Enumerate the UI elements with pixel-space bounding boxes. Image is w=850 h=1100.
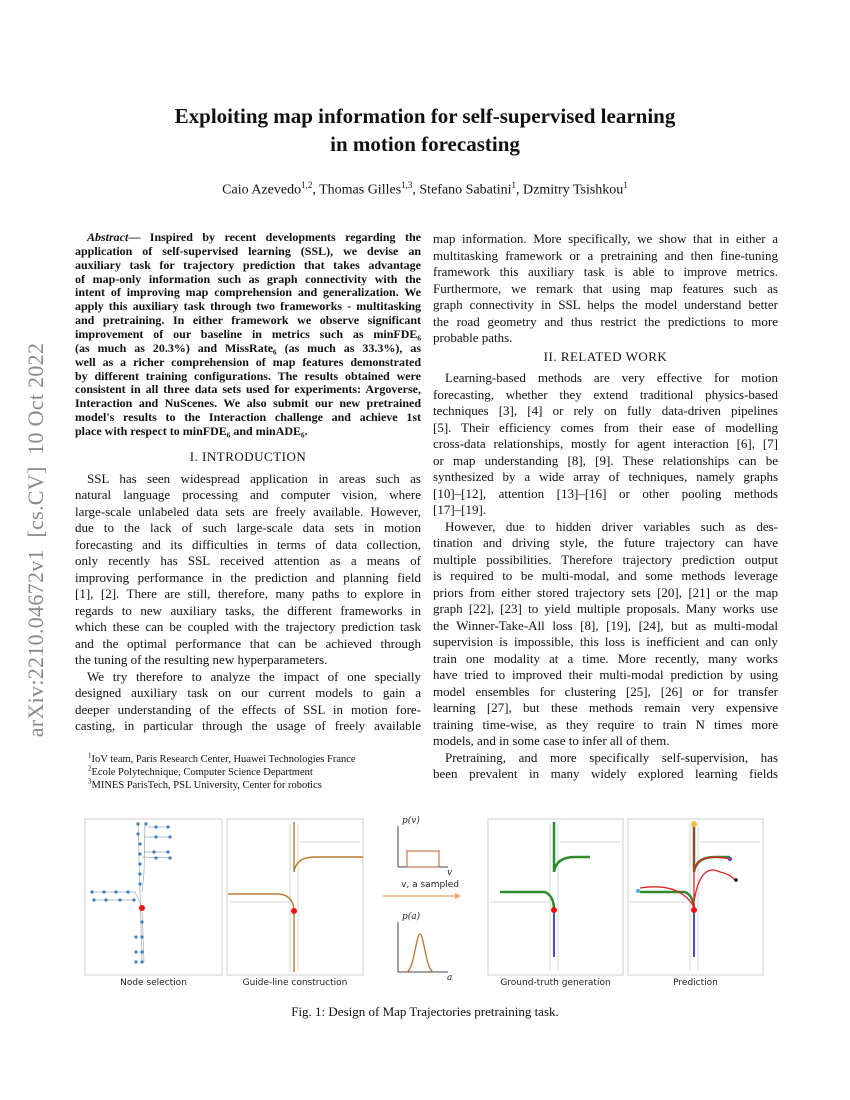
footnote-text: Ecole Polytechnique, Computer Science Department [91,767,313,778]
paper-title-line1: Exploiting map information for self-supervised learning [174,104,676,128]
panel-node-selection [85,819,222,975]
text-line: [1], [2]. There are still, therefore, many paths to explore in [75,586,421,602]
author-name: Dzmitry Tsishkou [523,182,624,198]
text-line: improving performance in the prediction and planning field [75,569,421,585]
text-line: probable paths. [433,330,513,345]
abstract-line: consistent in all three data sets used for experiments: Argoverse, [75,382,421,397]
text-line: learning [27], but these methods remain very expensive [433,700,778,715]
paper-title-line2: in motion forecasting [330,132,520,156]
footnote [88,777,322,792]
panel-label: Node selection [120,978,187,988]
abstract-line: apply this auxiliary task through two frameworks - multitasking [75,299,421,314]
author-name: Caio Azevedo [222,182,302,198]
author-name: Stefano Sabatini [419,182,512,198]
text-line: natural language processing and computer vision, where [75,487,421,503]
panel-label: Prediction [673,978,718,988]
footnote-number: 1 [88,751,92,760]
pv-label: p(v) [402,816,420,826]
author-affiliation: 1,3 [401,180,413,190]
abstract-line: Interaction and NuScenes. We also submit our new pretrained [75,396,421,411]
text-line: tination and driving style, the future trajectory can have [433,535,778,550]
footnote-text: IoV team, Paris Research Center, Huawei Technologies France [91,754,356,765]
text-line: which these can be coupled with the trajectory prediction task [75,619,421,635]
panel-guide-line [227,819,363,975]
abstract-line: auxiliary task for trajectory prediction that takes advantage [75,257,421,272]
figure-1 [80,812,770,988]
text-line: We try therefore to analyze the impact of one specially [87,668,421,684]
abstract-line: Abstract— Inspired by recent developments regarding the [87,230,421,244]
author-affiliation: 1 [623,180,628,190]
text-line: multiple possibilities. Therefore trajectory prediction output [433,551,778,567]
abstract-line: place with respect to minFDE₆ and minADE₆. [75,424,308,439]
v-axis-label: v [447,868,453,878]
abstract-line: intent of improving map comprehension and generalization. We [75,285,421,300]
text-line: priors from either stored trajectory sets [20], [21] or the map [433,584,778,600]
text-line: techniques [3], [4] or rely on fully data-driven pipelines [433,403,778,418]
abstract-line: of map-only information such as graph connectivity with the [75,271,421,286]
section-heading: I. INTRODUCTION [189,449,307,465]
author-list: Caio Azevedo$^{1,2}$, Thomas Gilles$^{1,3}$, Stefano Sabatini$^1$, Dzmitry Tsishkou$^1$ [222,180,628,198]
abstract-line: application of self-supervised learning (SSL), we devise an [75,243,421,258]
text-line: multitasking framework or a pretraining and then fine-tuning [433,247,778,263]
text-line: and the optimal performance that can be achieved through [75,635,421,651]
section-heading: II. RELATED WORK [543,348,668,364]
text-line: forecasting and its difficulties in terms of data collection, [75,536,421,552]
text-line: map information. More specifically, we show that in either a [433,231,778,246]
text-line: deeper understanding of the effects of SSL in motion fore- [75,701,421,717]
text-line: However, due to hidden driver variables such as des- [445,518,778,534]
author-affiliation: 1 [511,180,517,190]
text-line: [17]–[19]. [433,502,487,517]
text-line: been prevalent in many widely explored learning fields [433,766,778,781]
text-line: the road geometry and thus restrict the predictions to more [433,313,778,329]
text-line: the tuning of the resulting new hyperparameters. [75,652,328,668]
text-line: supervision is impossible, this loss is inefficient and can only [433,634,778,649]
text-line: or map understanding [8], [9]. These relationships can be [433,452,778,468]
text-line: synthesized by a wide array of techniques, namely graphs [433,469,778,484]
author-affiliation: 1,2 [301,180,313,190]
text-line: Learning-based methods are very effective for motion [445,370,778,385]
panel-label: Guide-line construction [242,978,348,988]
text-line: graph connectivity in SSL helps the model understand better [433,297,778,312]
text-line: [5]. Their efficiency comes from their ease of modelling [433,419,778,435]
footnote-number: 3 [88,777,92,786]
text-line: model ensembles for clustering [25], [26] or for transfer [433,683,778,699]
text-line: is required to be multi-modal, and some methods leverage [433,568,778,583]
text-line: train one modality at a time. More recently, many works [433,650,778,666]
abstract-line: and pretraining. In either framework we observe significant [75,313,421,328]
panel-label: Ground-truth generation [500,978,611,988]
a-axis-label: a [447,973,453,983]
text-line: Pretraining, and more specifically self-supervision, has [445,749,778,765]
acceleration-distribution [398,922,448,972]
text-line: SSL has seen widespread application in areas such as [87,470,421,486]
text-line: forecasting, whether they extend traditional physics-based [433,386,778,402]
abstract-label: Abstract [87,230,129,244]
panel-ground-truth [488,819,623,975]
text-line: graph [22], [23] to yield multiple proposals. Many works use [433,601,778,616]
abstract-line: by different training configurations. The results obtained were [75,368,421,383]
abstract-line: well as a richer comprehension of map features demonstrated [75,354,421,369]
text-line: Furthermore, we remark that using map features such as [433,280,778,296]
footnote-number: 2 [88,764,92,773]
text-line: designed auxiliary task on our current models to gain a [75,685,421,701]
footnote-text: MINES ParisTech, PSL University, Center for robotics [91,780,322,791]
text-line: only recently has SSL received attention as a means of [75,553,421,569]
pa-label: p(a) [402,912,421,922]
text-line: have tried to improved their multi-modal prediction by using [433,667,778,682]
arrow-label: v, a sampled [401,880,459,890]
footnote [88,764,313,779]
text-line: due to the lack of such large-scale data sets in motion [75,520,421,536]
abstract-line: (as much as 20.3%) and MissRate₆ (as much as 33.3%), as [75,340,421,355]
agent-marker [139,905,145,911]
text-line: large-scale unlabeled data sets are freely available. However, [75,503,421,519]
abstract-line: model's results to the Interaction challenge and achieve 1st [75,410,421,425]
figure-graphic [80,812,770,977]
footnote [88,751,356,766]
text-line: cross-data relationships, mostly for agent interaction [6], [7] [433,436,778,451]
text-line: training time-wise, as they require to train N times more [433,716,778,732]
text-line: [10]–[12], attention [13]–[16] or other pooling methods [433,485,778,501]
text-line: models, and in some case to infer all of them. [433,733,670,748]
velocity-distribution [398,826,448,867]
text-line: regards to new auxiliary tasks, the different frameworks in [75,602,421,618]
abstract-line: improvement of our baseline in metrics such as minFDE₆ [75,327,421,342]
author-name: Thomas Gilles [319,182,402,198]
text-line: the Winner-Take-All loss [8], [19], [24], but as multi-modal [433,617,778,633]
text-line: casting, in particular through the usage of freely available [75,718,421,734]
arxiv-stamp: arXiv:2210.04672v1 [cs.CV] 10 Oct 2022 [23,342,48,738]
text-line: framework this auxiliary task is able to improve metrics. [433,264,778,279]
figure-caption: Fig. 1: Design of Map Trajectories pretraining task. [291,1004,559,1019]
